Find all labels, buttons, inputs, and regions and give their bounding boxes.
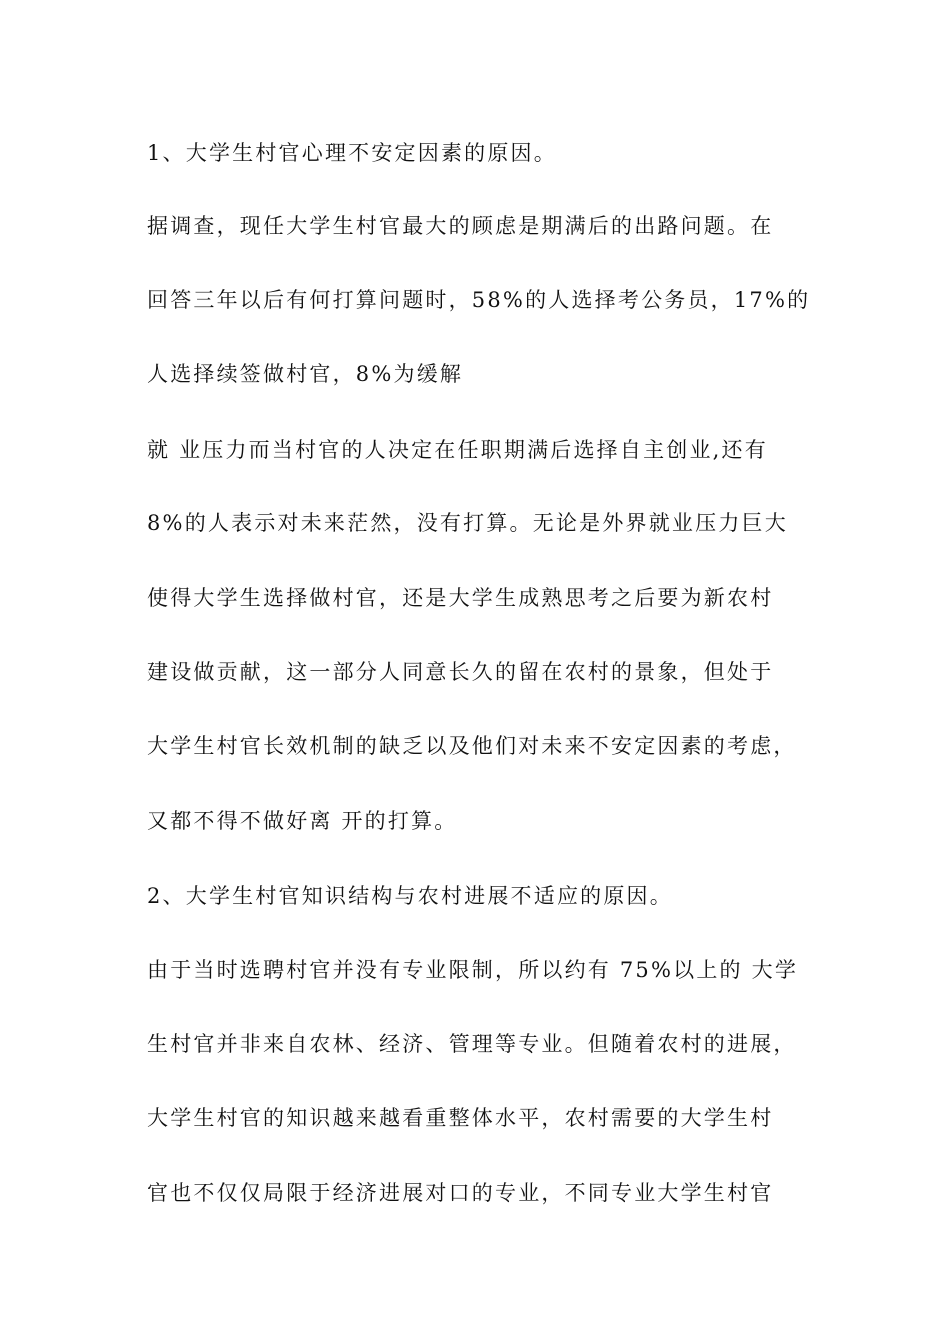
- paragraph-line: 大学生村官的知识越来越看重整体水平，农村需要的大学生村: [147, 1106, 774, 1130]
- paragraph-line: 8%的人表示对未来茫然，没有打算。无论是外界就业压力巨大: [147, 511, 788, 535]
- paragraph-line: 生村官并非来自农林、经济、管理等专业。但随着农村的进展，: [147, 1032, 797, 1056]
- paragraph-line: 又都不得不做好离 开的打算。: [147, 809, 458, 833]
- paragraph-line: 由于当时选聘村官并没有专业限制，所以约有 75%以上的 大学: [147, 958, 799, 982]
- paragraph-line: 人选择续签做村官，8%为缓解: [147, 362, 464, 386]
- paragraph-line: 官也不仅仅局限于经济进展对口的专业，不同专业大学生村官: [147, 1181, 774, 1205]
- paragraph-line: 大学生村官长效机制的缺乏以及他们对未来不安定因素的考虑，: [147, 734, 797, 758]
- paragraph-line: 使得大学生选择做村官，还是大学生成熟思考之后要为新农村: [147, 586, 774, 610]
- heading-1: 1、大学生村官心理不安定因素的原因。: [147, 141, 557, 165]
- paragraph-line: 回答三年以后有何打算问题时，58%的人选择考公务员，17%的: [147, 288, 811, 312]
- heading-2: 2、大学生村官知识结构与农村进展不适应的原因。: [147, 884, 673, 908]
- paragraph-line: 据调查，现任大学生村官最大的顾虑是期满后的出路问题。在: [147, 214, 774, 238]
- paragraph-line: 建设做贡献，这一部分人同意长久的留在农村的景象，但处于: [147, 660, 774, 684]
- paragraph-line: 就 业压力而当村官的人决定在任职期满后选择自主创业,还有: [147, 438, 768, 462]
